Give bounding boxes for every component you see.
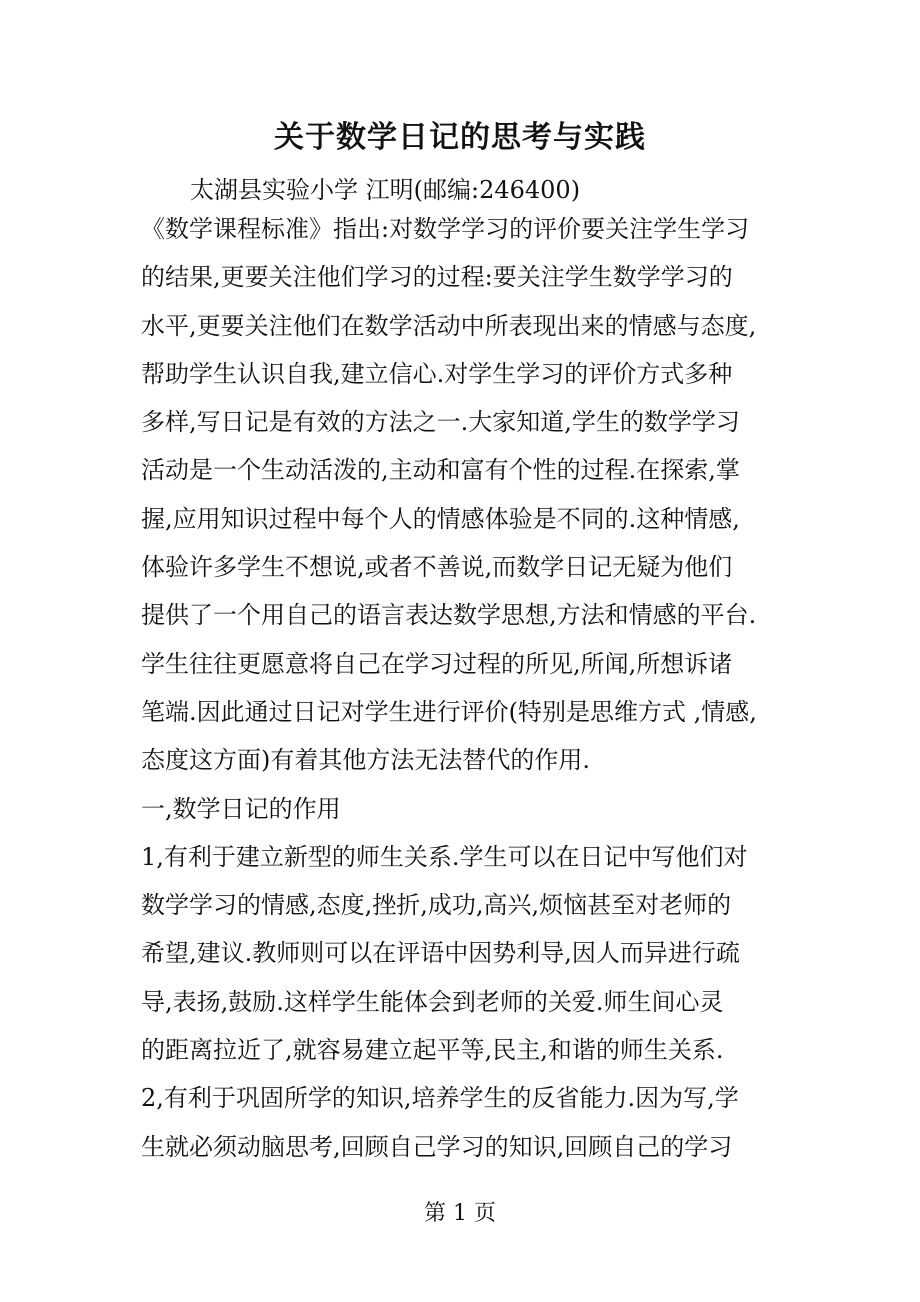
section-heading: 一,数学日记的作用 — [141, 794, 341, 823]
body-line: 2,有利于巩固所学的知识,培养学生的反省能力.因为写,学 — [141, 1084, 739, 1113]
body-line: 握,应用知识过程中每个人的情感体验是不同的.这种情感, — [141, 504, 740, 533]
body-line: 笔端.因此通过日记对学生进行评价(特别是思维方式 ,情感, — [141, 697, 757, 726]
page-number: 第 1 页 — [424, 1201, 496, 1226]
body-line: 提供了一个用自己的语言表达数学思想,方法和情感的平台. — [141, 601, 757, 630]
body-line: 水平,更要关注他们在数学活动中所表现出来的情感与态度, — [141, 311, 757, 340]
body-line: 数学学习的情感,态度,挫折,成功,高兴,烦恼甚至对老师的 — [141, 891, 732, 920]
body-line: 导,表扬,鼓励.这样学生能体会到老师的关爱.师生间心灵 — [141, 987, 724, 1016]
body-line: 多样,写日记是有效的方法之一.大家知道,学生的数学学习 — [141, 408, 740, 437]
body-line: 1,有利于建立新型的师生关系.学生可以在日记中写他们对 — [141, 842, 748, 871]
body-line: 《数学课程标准》指出:对数学学习的评价要关注学生学习 — [141, 215, 750, 243]
body-line: 体验许多学生不想说,或者不善说,而数学日记无疑为他们 — [141, 553, 733, 582]
body-line: 生就必须动脑思考,回顾自己学习的知识,回顾自己的学习 — [141, 1132, 733, 1161]
body-line: 的结果,更要关注他们学习的过程:要关注学生数学学习的 — [141, 263, 733, 292]
author-line: 太湖县实验小学 江明(邮编:246400) — [190, 176, 581, 204]
body-line: 帮助学生认识自我,建立信心.对学生学习的评价方式多种 — [141, 359, 733, 388]
body-text — [141, 212, 801, 1178]
body-line: 的距离拉近了,就容易建立起平等,民主,和谐的师生关系. — [141, 1036, 724, 1065]
document-title: 关于数学日记的思考与实践 — [274, 120, 646, 155]
body-line: 活动是一个生动活泼的,主动和富有个性的过程.在探索,掌 — [141, 456, 740, 485]
body-line: 希望,建议.教师则可以在评语中因势利导,因人而异进行疏 — [141, 939, 740, 968]
body-line: 学生往往更愿意将自己在学习过程的所见,所闻,所想诉诸 — [141, 649, 733, 678]
body-line: 态度这方面)有着其他方法无法替代的作用. — [141, 746, 590, 775]
